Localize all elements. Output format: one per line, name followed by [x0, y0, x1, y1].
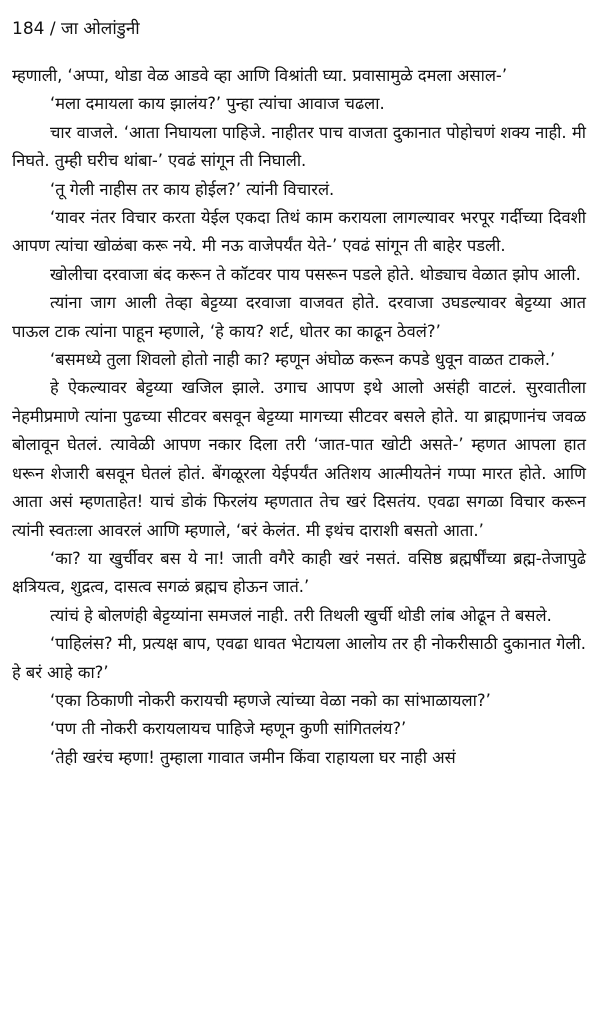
paragraph: हे ऐकल्यावर बेट्टय्या खजिल झाले. उगाच आपण इथे आलो असंही वाटलं. सुरवातीला नेहमीप्रमाणे त्यांना पुढच्या सीटवर बसवून बेट्टय्या मागच्या सीटवर बसले होते. या ब्राह्मणानंच जवळ बोलावून घेतलं. त्यावेळी आपण नकार दिला तरी ‘जात-पात खोटी असते-’ म्हणत आपला हात धरून शेजारी बसवून घेतलं होतं. बेंगळूरला येईपर्यंत अतिशय आत्मीयतेनं गप्पा मारत होते. आणि आता असं म्हणताहेत! याचं डोकं फिरलंय म्हणतात तेच खरं दिसतंय. एवढा सगळा विचार करून त्यांनी स्वतःला आवरलं आणि म्हणाले, ‘बरं केलंत. मी इथंच दाराशी बसतो आता.’: [12, 378, 586, 540]
paragraph: ‘मला दमायला काय झालंय?’ पुन्हा त्यांचा आवाज चढला.: [50, 94, 385, 114]
paragraph: खोलीचा दरवाजा बंद करून ते कॉटवर पाय पसरून पडले होते. थोड्याच वेळात झोप आली.: [50, 264, 581, 284]
paragraph: त्यांना जाग आली तेव्हा बेट्टय्या दरवाजा वाजवत होते. दरवाजा उघडल्यावर बेट्टय्या आत पाऊल टाक त्यांना पाहून म्हणाले, ‘हे काय? शर्ट, धोतर का काढून ठेवलं?’: [12, 293, 586, 341]
paragraph: त्यांचं हे बोलणंही बेट्टय्यांना समजलं नाही. तरी तिथली खुर्ची थोडी लांब ओढून ते बसले.: [50, 605, 552, 625]
paragraph: ‘तेही खरंच म्हणा! तुम्हाला गावात जमीन किंवा राहायला घर नाही असं: [50, 747, 456, 767]
paragraph: ‘पण ती नोकरी करायलायच पाहिजे म्हणून कुणी सांगितलंय?’: [50, 719, 407, 739]
paragraph: ‘यावर नंतर विचार करता येईल एकदा तिथं काम करायला लागल्यावर भरपूर गर्दीच्या दिवशी आपण त्यांचा खोळंबा करू नये. मी नऊ वाजेपर्यंत येते-’ एवढं सांगून ती बाहेर पडली.: [12, 208, 586, 256]
paragraph: ‘का? या खुर्चीवर बस ये ना! जाती वगैरे काही खरं नसतं. वसिष्ठ ब्रह्मर्षींच्या ब्रह्म-तेजापुढे क्षत्रियत्व, शुद्रत्व, दासत्व सगळं ब्रह्मच होऊन जातं.’: [12, 548, 586, 597]
page-body: [12, 62, 586, 772]
paragraph: ‘एका ठिकाणी नोकरी करायची म्हणजे त्यांच्या वेळा नको का सांभाळायला?’: [50, 690, 491, 710]
paragraph: म्हणाली, ‘अप्पा, थोडा वेळ आडवे व्हा आणि विश्रांती घ्या. प्रवासामुळे दमला असाल-’: [12, 66, 508, 85]
page-header: 184 / जा ओलांडुनी: [12, 19, 140, 39]
paragraph: ‘पाहिलंस? मी, प्रत्यक्ष बाप, एवढा धावत भेटायला आलोय तर ही नोकरीसाठी दुकानात गेली. हे बरं आहे का?’: [12, 634, 586, 682]
paragraph: ‘बसमध्ये तुला शिवलो होतो नाही का? म्हणून अंघोळ करून कपडे धुवून वाळत टाकले.’: [50, 350, 556, 370]
paragraph: चार वाजले. ‘आता निघायला पाहिजे. नाहीतर पाच वाजता दुकानात पोहोचणं शक्य नाही. मी निघते. तुम्ही घरीच थांबा-’ एवढं सांगून ती निघाली.: [12, 122, 586, 171]
paragraph: ‘तू गेली नाहीस तर काय होईल?’ त्यांनी विचारलं.: [50, 179, 335, 199]
